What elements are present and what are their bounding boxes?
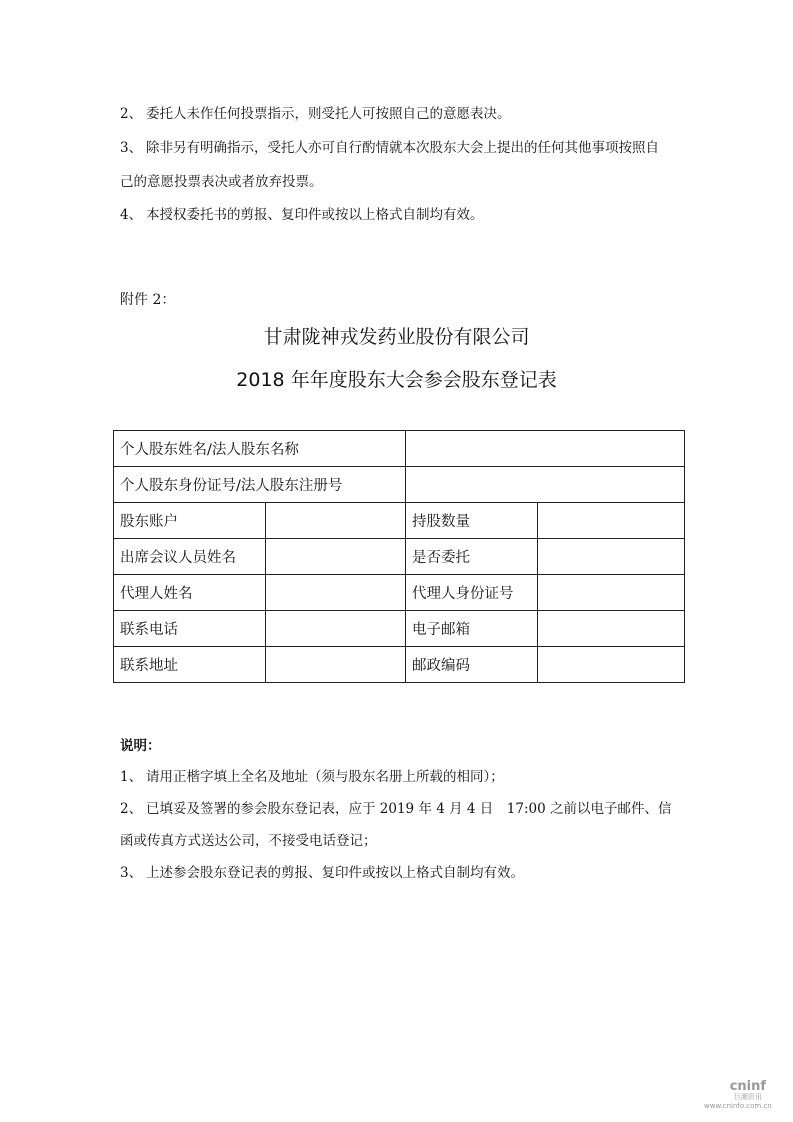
- item-text: 除非另有明确指示，受托人亦可自行酌情就本次股东大会上提出的任何其他事项按照自: [146, 140, 659, 156]
- cninfo-logo: [704, 1079, 772, 1111]
- field-value[interactable]: [266, 647, 406, 683]
- item-number: 4、: [120, 207, 143, 223]
- note-text: 上述参会股东登记表的剪报、复印件或按以上格式自制均有效。: [146, 865, 524, 881]
- form-title: 2018 年年度股东大会参会股东登记表: [236, 369, 557, 391]
- field-label: 出席会议人员姓名: [114, 539, 266, 575]
- attachment-label: 附件 2：: [120, 292, 176, 308]
- note-number: 3、: [120, 865, 143, 881]
- field-label: 个人股东身份证号/法人股东注册号: [114, 467, 406, 503]
- item-number: 3、: [120, 140, 143, 156]
- field-label: 是否委托: [406, 539, 538, 575]
- field-label: 个人股东姓名/法人股东名称: [114, 431, 406, 467]
- field-value[interactable]: [538, 539, 685, 575]
- table-row: [114, 431, 685, 467]
- note-2: [120, 797, 671, 817]
- note-number: 1、: [120, 769, 143, 785]
- field-value[interactable]: [266, 539, 406, 575]
- field-value[interactable]: [406, 467, 685, 503]
- item-3: [120, 136, 659, 156]
- item-text: 委托人未作任何投票指示，则受托人可按照自己的意愿表决。: [146, 106, 511, 122]
- field-value[interactable]: [266, 611, 406, 647]
- item-4: [120, 203, 484, 223]
- logo-brand: cninf: [729, 1079, 767, 1094]
- field-label: 股东账户: [114, 503, 266, 539]
- item-text: 本授权委托书的剪报、复印件或按以上格式自制均有效。: [146, 207, 484, 223]
- field-value[interactable]: [538, 575, 685, 611]
- logo-cn: 巨潮资讯: [733, 1093, 762, 1101]
- item-number: 2、: [120, 106, 143, 122]
- field-label: 邮政编码: [406, 647, 538, 683]
- table-row: [114, 575, 685, 611]
- notes-heading: 说明：: [120, 738, 161, 754]
- note-number: 2、: [120, 801, 143, 817]
- table-row: [114, 611, 685, 647]
- company-title: 甘肃陇神戎发药业股份有限公司: [263, 326, 530, 348]
- table-row: [114, 503, 685, 539]
- field-label: 代理人身份证号: [406, 575, 538, 611]
- field-value[interactable]: [538, 611, 685, 647]
- field-value[interactable]: [406, 431, 685, 467]
- registration-table: [113, 430, 685, 683]
- note-1: [120, 765, 504, 785]
- field-value[interactable]: [266, 503, 406, 539]
- table-row: [114, 539, 685, 575]
- field-label: 联系电话: [114, 611, 266, 647]
- field-value[interactable]: [266, 575, 406, 611]
- field-label: 代理人姓名: [114, 575, 266, 611]
- note-text: 请用正楷字填上全名及地址（须与股东名册上所载的相同）；: [146, 769, 504, 785]
- note-2-continued: 函或传真方式送达公司，不接受电话登记；: [120, 833, 377, 849]
- logo-url: www.cninfo.com.cn: [704, 1102, 772, 1110]
- field-value[interactable]: [538, 647, 685, 683]
- field-label: 联系地址: [114, 647, 266, 683]
- table-row: [114, 467, 685, 503]
- note-text: 已填妥及签署的参会股东登记表，应于 2019 年 4 月 4 日 17:00 之前以电子邮件、信: [146, 801, 672, 817]
- field-label: 电子邮箱: [406, 611, 538, 647]
- item-2: [120, 102, 511, 122]
- item-3-continued: 己的意愿投票表决或者放弃投票。: [120, 174, 323, 190]
- note-3: [120, 861, 524, 881]
- field-value[interactable]: [538, 503, 685, 539]
- field-label: 持股数量: [406, 503, 538, 539]
- table-row: [114, 647, 685, 683]
